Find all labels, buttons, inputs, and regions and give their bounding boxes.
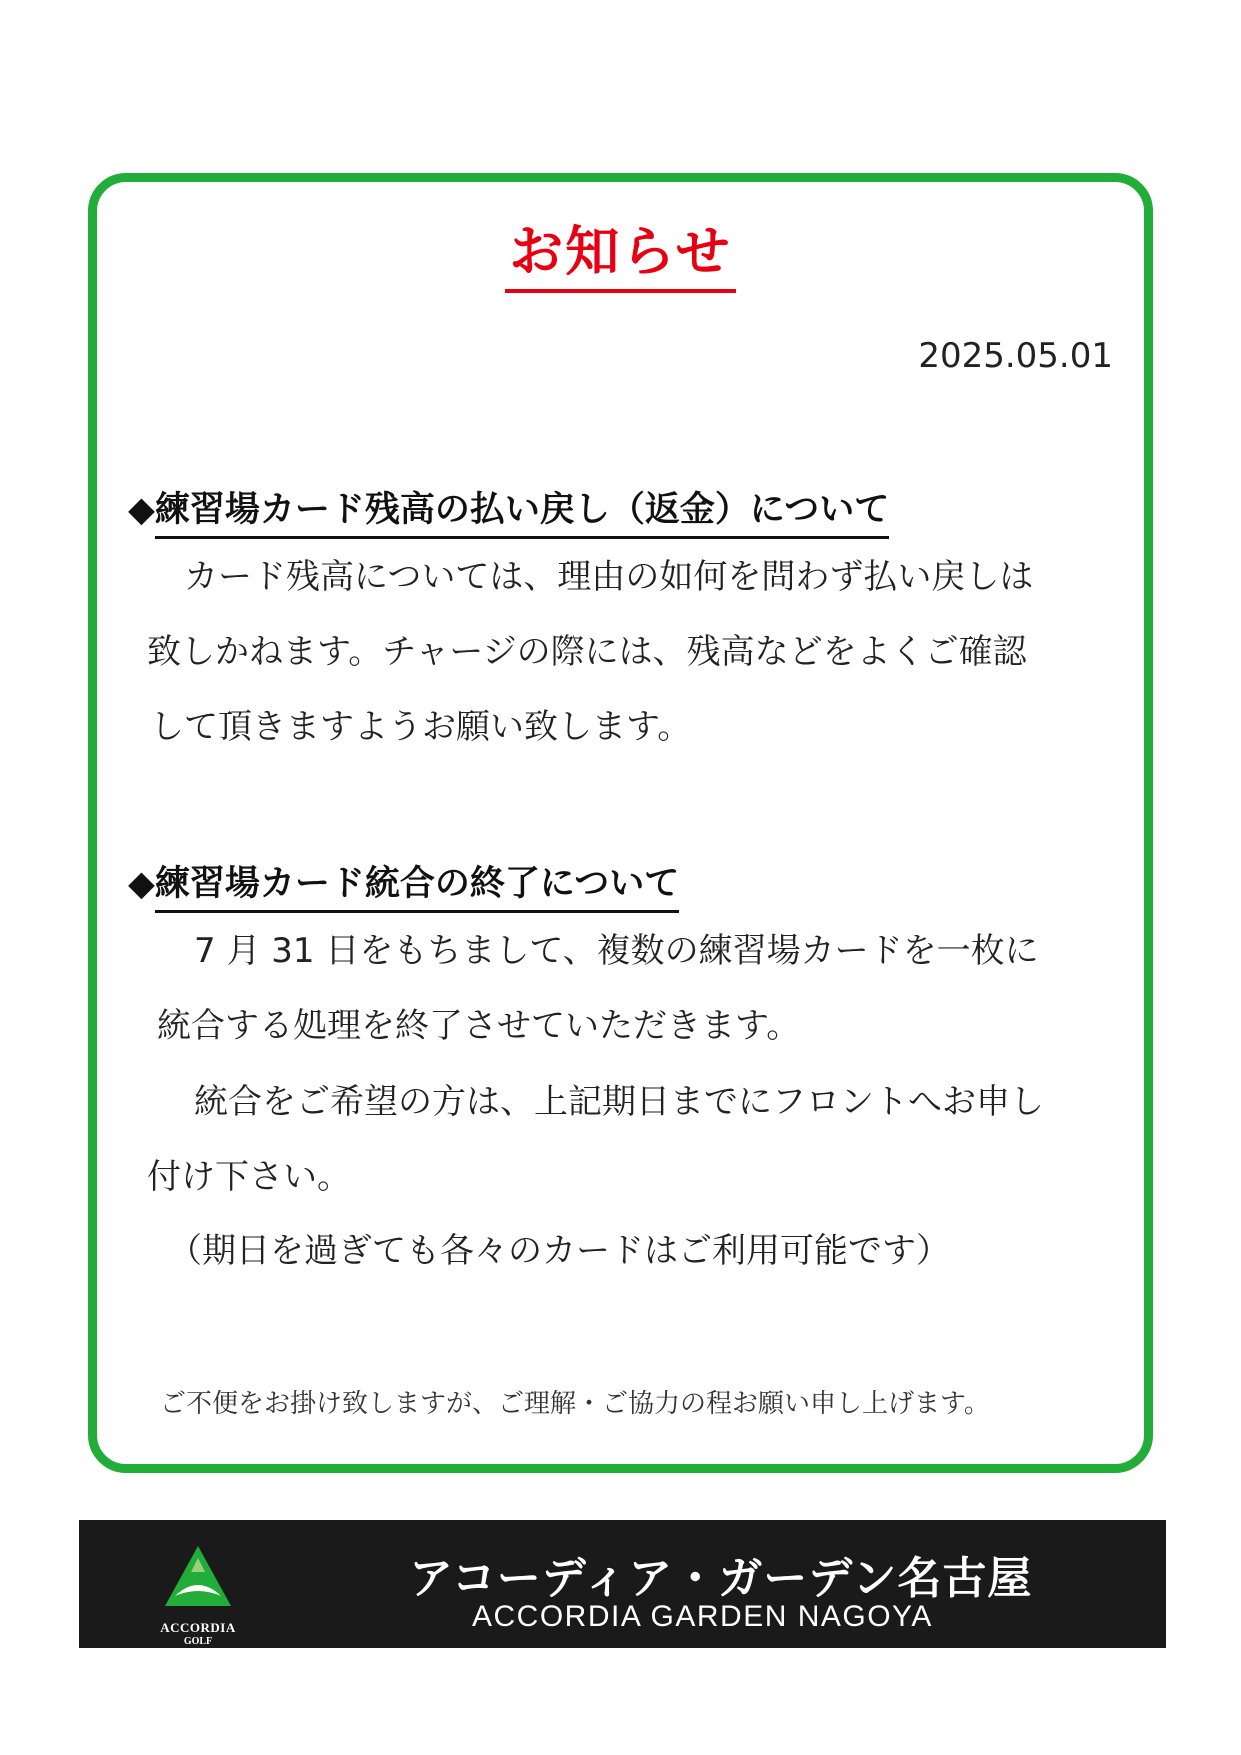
section1-line: 致しかねます。チャージの際には、残高などをよくご確認 — [147, 632, 1027, 672]
section1-heading — [128, 482, 889, 539]
section1-line: カード残高については、理由の如何を問わず払い戻しは — [184, 557, 1034, 597]
accordia-golf-logo — [145, 1544, 251, 1647]
notice-date: 2025.05.01 — [918, 336, 1113, 376]
footer-banner — [79, 1520, 1166, 1648]
brand-name-japanese: アコーディア・ガーデン名古屋 — [409, 1553, 1033, 1604]
section2-line: 付け下さい。 — [147, 1157, 351, 1197]
diamond-bullet-icon: ◆ — [128, 490, 155, 530]
logo-text-golf: GOLF — [183, 1636, 213, 1647]
diamond-bullet-icon: ◆ — [128, 864, 155, 904]
section2-line: 7 月 31 日をもちまして、複数の練習場カードを一枚に — [194, 931, 1039, 971]
notice-title: お知らせ — [0, 225, 1241, 293]
section2-line: 統合する処理を終了させていただきます。 — [157, 1006, 801, 1046]
logo-text-accordia: ACCORDIA — [160, 1620, 236, 1635]
section2-heading — [128, 856, 679, 913]
section1-line: して頂きますようお願い致します。 — [150, 707, 692, 747]
brand-name-english: ACCORDIA GARDEN NAGOYA — [472, 1600, 933, 1633]
section2-line: （期日を過ぎても各々のカードはご利用可能です） — [168, 1231, 950, 1271]
section1-heading-text: 練習場カード残高の払い戻し（返金）について — [155, 482, 889, 539]
closing-note: ご不便をお掛け致しますが、ご理解・ご協力の程お願い申し上げます。 — [160, 1389, 990, 1419]
mountain-logo-icon — [145, 1544, 251, 1620]
section2-heading-text: 練習場カード統合の終了について — [155, 856, 679, 913]
section2-line: 統合をご希望の方は、上記期日までにフロントへお申し — [194, 1082, 1044, 1122]
